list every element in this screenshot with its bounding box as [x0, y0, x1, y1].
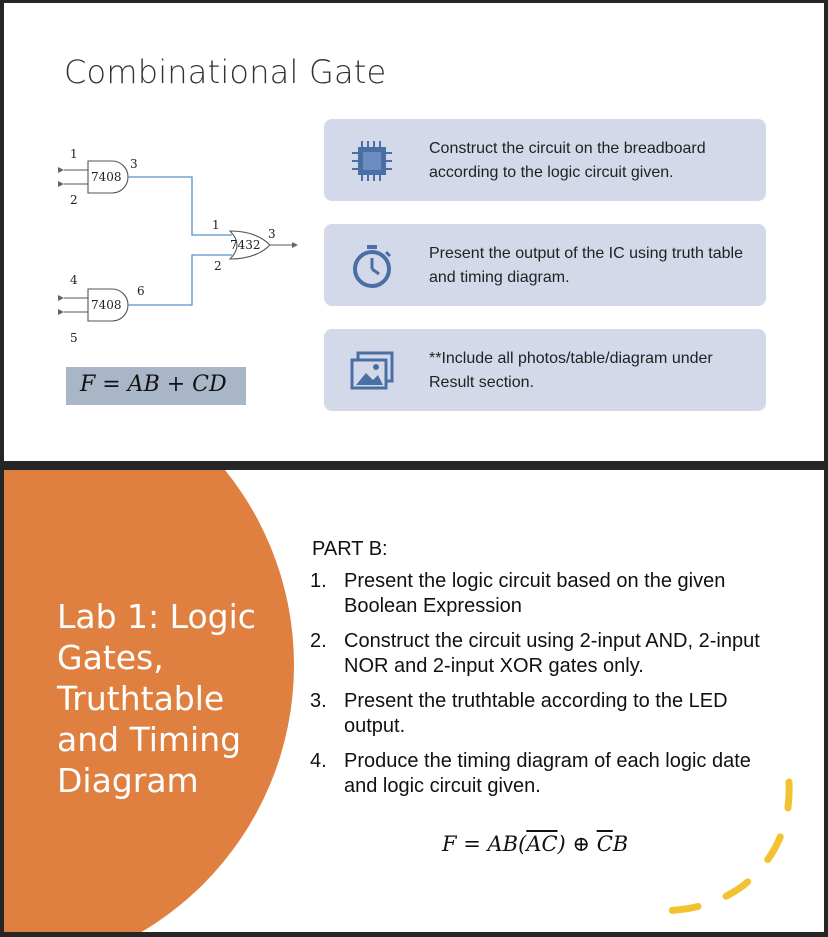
card-text: Present the output of the IC using truth table and timing diagram. [429, 245, 743, 286]
step-text: Produce the timing diagram of each logic date and logic circuit given. [344, 750, 751, 797]
or-gate-label: 7432 [230, 238, 261, 252]
and-bottom-label: 7408 [91, 298, 122, 312]
pin-label: 3 [130, 157, 138, 171]
lab-title: Lab 1: Logic Gates, Truthtable and Timing Diagram [57, 597, 256, 800]
step-number: 1. [310, 570, 327, 592]
pin-label: 2 [70, 193, 78, 207]
dashed-curve-decoration [634, 770, 824, 930]
slide-part-b [4, 470, 824, 932]
image-gallery-icon [348, 347, 396, 395]
step-text: Present the truthtable according to the LED output. [344, 690, 728, 737]
list-item [310, 689, 780, 739]
pin-label: 4 [70, 273, 78, 287]
expr-part: F = AB( [442, 832, 527, 856]
slide-title: Combinational Gate [64, 53, 387, 91]
pin-label: 1 [70, 147, 78, 161]
part-b-heading: PART B: [312, 538, 388, 560]
and-top-label: 7408 [91, 170, 122, 184]
step-text: Construct the circuit using 2-input AND, 2-input NOR and 2-input XOR gates only. [344, 630, 760, 677]
pin-label: 3 [268, 227, 276, 241]
list-item [310, 629, 780, 679]
pin-label: 6 [137, 284, 145, 298]
step-number: 2. [310, 630, 327, 652]
pin-label: 2 [214, 259, 222, 273]
formula-box [66, 367, 246, 405]
expr-overline: $\overline{AC}$ [526, 832, 558, 856]
slide-combinational-gate [4, 3, 824, 461]
expr-part: ) ⊕ [557, 832, 597, 856]
instruction-card-include [324, 329, 766, 411]
step-number: 3. [310, 690, 327, 712]
step-text: Present the logic circuit based on the given Boolean Expression [344, 570, 726, 617]
logic-circuit-diagram [44, 141, 314, 361]
expr-cbar: $\overline{C}$ [596, 832, 613, 856]
expr-part: B [612, 832, 629, 856]
pin-label: 1 [212, 218, 220, 232]
card-text: Construct the circuit on the breadboard according to the logic circuit given. [429, 140, 706, 181]
formula: F = AB + CD [80, 372, 227, 397]
pin-label: 5 [70, 331, 78, 345]
step-number: 4. [310, 750, 327, 772]
card-text: **Include all photos/table/diagram under Result section. [429, 350, 713, 391]
stopwatch-icon [348, 242, 396, 290]
instruction-card-present [324, 224, 766, 306]
chip-icon [348, 137, 396, 185]
list-item [310, 569, 780, 619]
instruction-card-construct [324, 119, 766, 201]
boolean-expression [442, 832, 628, 856]
